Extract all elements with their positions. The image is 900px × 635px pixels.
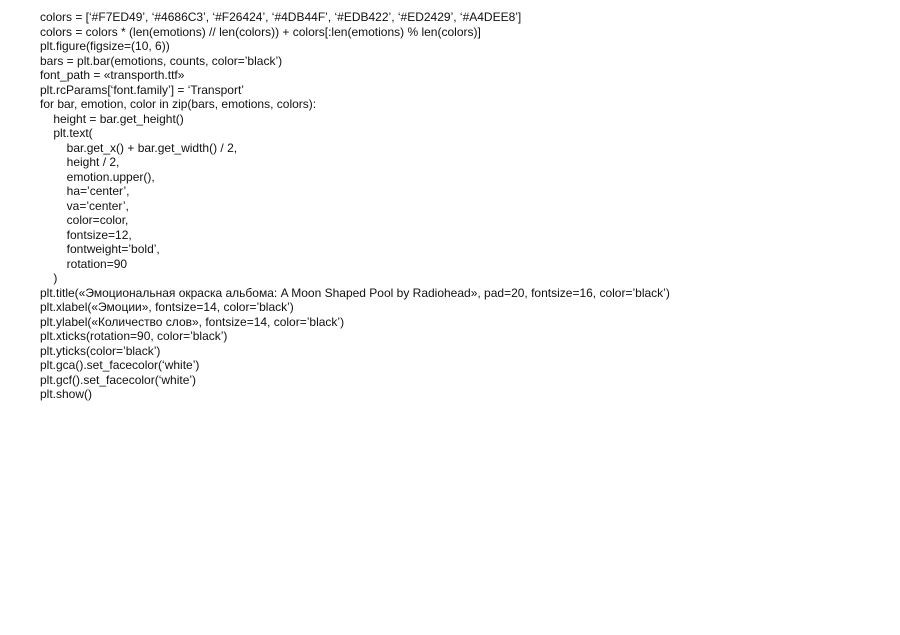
code-line: bar.get_x() + bar.get_width() / 2, (40, 140, 238, 155)
code-line: plt.yticks(color=’black’) (40, 343, 161, 358)
code-line: font_path = «transporth.ttf» (40, 68, 185, 82)
code-line: for bar, emotion, color in zip(bars, emotions, colors): (40, 97, 317, 111)
code-line: plt.rcParams[‘font.family’] = ‘Transport’ (40, 82, 244, 97)
code-line: rotation=90 (40, 256, 128, 271)
code-line: emotion.upper(), (40, 169, 155, 184)
code-line: ) (40, 271, 58, 285)
code-line: fontweight=’bold’, (40, 242, 160, 256)
code-line: colors = colors * (len(emotions) // len(colors)) + colors[:len(emotions) % len(colors)] (40, 24, 481, 39)
code-line: plt.gca().set_facecolor(‘white’) (40, 358, 200, 372)
code-line: plt.show() (40, 387, 93, 401)
code-line: color=color, (40, 213, 129, 227)
code-line: plt.xlabel(«Эмоции», fontsize=14, color=’black’) (40, 300, 294, 314)
code-line: plt.figure(figsize=(10, 6)) (40, 39, 170, 53)
code-line: va=’center’, (40, 198, 129, 213)
code-listing (40, 10, 890, 402)
code-line: plt.title(«Эмоциональная окраска альбома: A Moon Shaped Pool by Radiohead», pad=20, fontsize=16, color=’black’) (40, 285, 670, 300)
code-line: plt.gcf().set_facecolor(‘white’) (40, 372, 197, 387)
code-line: colors = [‘#F7ED49’, ‘#4686C3’, ‘#F26424’, ‘#4DB44F’, ‘#EDB422’, ‘#ED2429’, ‘#A4DEE8’] (40, 10, 522, 24)
code-line: height / 2, (40, 155, 120, 169)
code-line: fontsize=12, (40, 227, 132, 242)
code-line: height = bar.get_height() (40, 111, 184, 126)
code-line: plt.text( (40, 126, 93, 140)
code-line: bars = plt.bar(emotions, counts, color=’black’) (40, 53, 283, 68)
code-line: plt.ylabel(«Количество слов», fontsize=14, color=’black’) (40, 314, 345, 329)
code-line: plt.xticks(rotation=90, color=’black’) (40, 329, 228, 343)
code-line: ha=’center’, (40, 184, 130, 198)
